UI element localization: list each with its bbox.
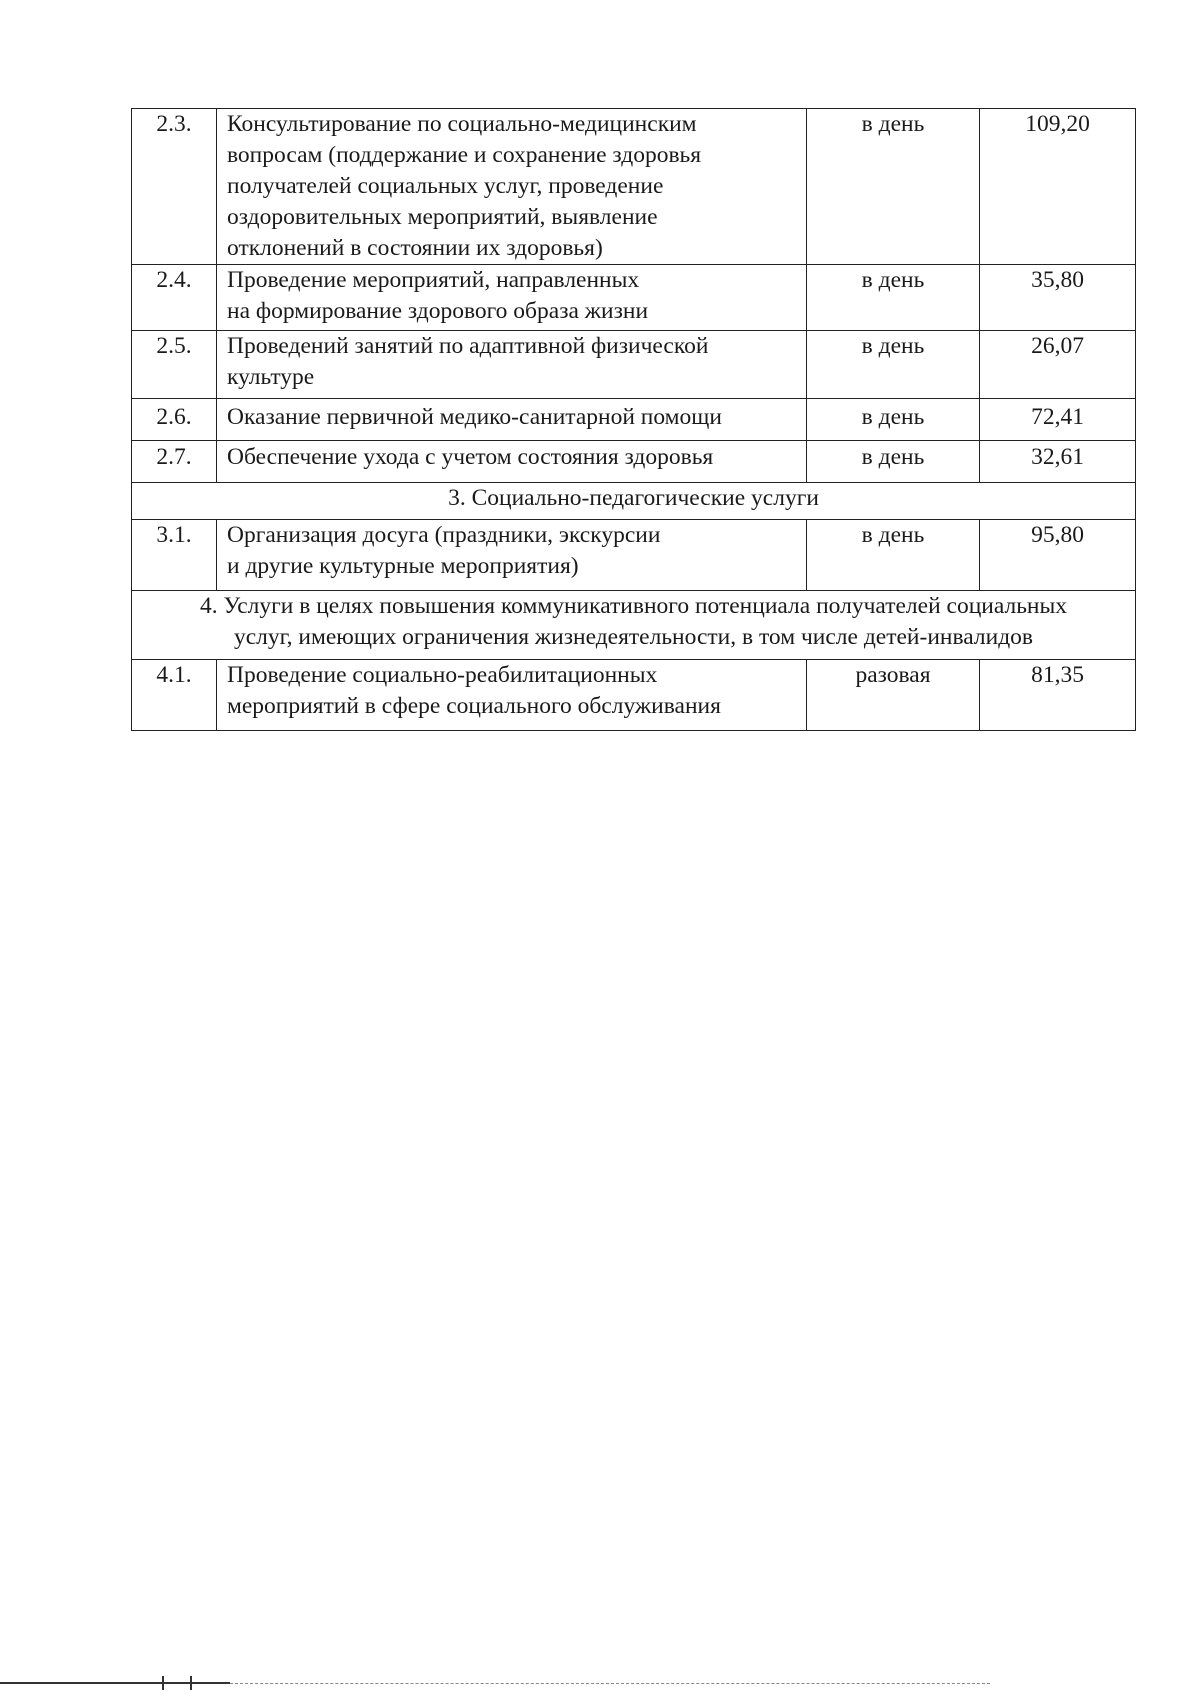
price-cell: 35,80: [980, 265, 1136, 331]
service-name-line: мероприятий в сфере социального обслуживания: [227, 693, 721, 719]
bottom-tick-mark: [162, 1676, 164, 1690]
service-name-cell: [217, 520, 807, 591]
service-name-line: Проведение мероприятий, направленных: [227, 267, 640, 293]
item-number-cell: 2.3.: [132, 109, 217, 265]
section-heading-line: услуг, имеющих ограничения жизнедеятельности, в том числе детей-инвалидов: [233, 624, 1033, 650]
item-number-cell: 2.4.: [132, 265, 217, 331]
item-number-cell: 2.5.: [132, 331, 217, 399]
section-heading-row: [132, 483, 1136, 520]
table-row: [132, 331, 1136, 399]
price-cell: 32,61: [980, 441, 1136, 483]
unit-cell: в день: [807, 265, 980, 331]
service-name-line: отклонений в состоянии их здоровья): [227, 235, 603, 261]
service-name-line: оздоровительных мероприятий, выявление: [227, 204, 658, 230]
table-row: [132, 265, 1136, 331]
unit-cell: в день: [807, 109, 980, 265]
price-cell: 72,41: [980, 399, 1136, 441]
bottom-solid-line: [0, 1682, 230, 1684]
section-heading-line: 4. Услуги в целях повышения коммуникативного потенциала получателей социальных: [199, 593, 1068, 619]
table-row: [132, 441, 1136, 483]
service-name-line: Обеспечение ухода с учетом состояния здоровья: [227, 444, 714, 470]
table-row: [132, 109, 1136, 265]
service-name-cell: [217, 399, 807, 441]
bottom-tick-mark: [190, 1676, 192, 1690]
unit-cell: в день: [807, 399, 980, 441]
table-row: [132, 520, 1136, 591]
service-name-line: Организация досуга (праздники, экскурсии: [227, 522, 661, 548]
price-cell: 109,20: [980, 109, 1136, 265]
service-name-line: культуре: [227, 364, 315, 390]
unit-cell: в день: [807, 441, 980, 483]
table-row: [132, 399, 1136, 441]
section-heading-cell: [132, 591, 1136, 660]
unit-cell: в день: [807, 331, 980, 399]
service-name-cell: [217, 109, 807, 265]
service-name-cell: [217, 660, 807, 731]
service-name-cell: [217, 331, 807, 399]
unit-cell: в день: [807, 520, 980, 591]
section-heading-line: 3. Социально-педагогические услуги: [448, 485, 819, 511]
price-cell: 81,35: [980, 660, 1136, 731]
section-heading-row: [132, 591, 1136, 660]
price-cell: 95,80: [980, 520, 1136, 591]
services-tariff-table: [131, 108, 1136, 731]
page-bottom-edge-lines: [0, 1676, 1200, 1690]
item-number-cell: 4.1.: [132, 660, 217, 731]
item-number-cell: 2.6.: [132, 399, 217, 441]
service-name-cell: [217, 265, 807, 331]
unit-cell: разовая: [807, 660, 980, 731]
item-number-cell: 2.7.: [132, 441, 217, 483]
service-name-line: получателей социальных услуг, проведение: [227, 173, 664, 199]
price-cell: 26,07: [980, 331, 1136, 399]
bottom-dashed-line: [230, 1683, 990, 1684]
table-body: [132, 109, 1136, 731]
item-number-cell: 3.1.: [132, 520, 217, 591]
service-name-line: Проведение социально-реабилитационных: [227, 662, 658, 688]
service-name-line: вопросам (поддержание и сохранение здоровья: [227, 142, 702, 168]
service-name-line: и другие культурные мероприятия): [227, 553, 579, 579]
service-name-cell: [217, 441, 807, 483]
service-name-line: Проведений занятий по адаптивной физической: [227, 333, 709, 359]
service-name-line: на формирование здорового образа жизни: [227, 298, 649, 324]
service-name-line: Консультирование по социально-медицинским: [227, 111, 697, 137]
table-row: [132, 660, 1136, 731]
section-heading-cell: [132, 483, 1136, 520]
service-name-line: Оказание первичной медико-санитарной помощи: [227, 404, 722, 430]
